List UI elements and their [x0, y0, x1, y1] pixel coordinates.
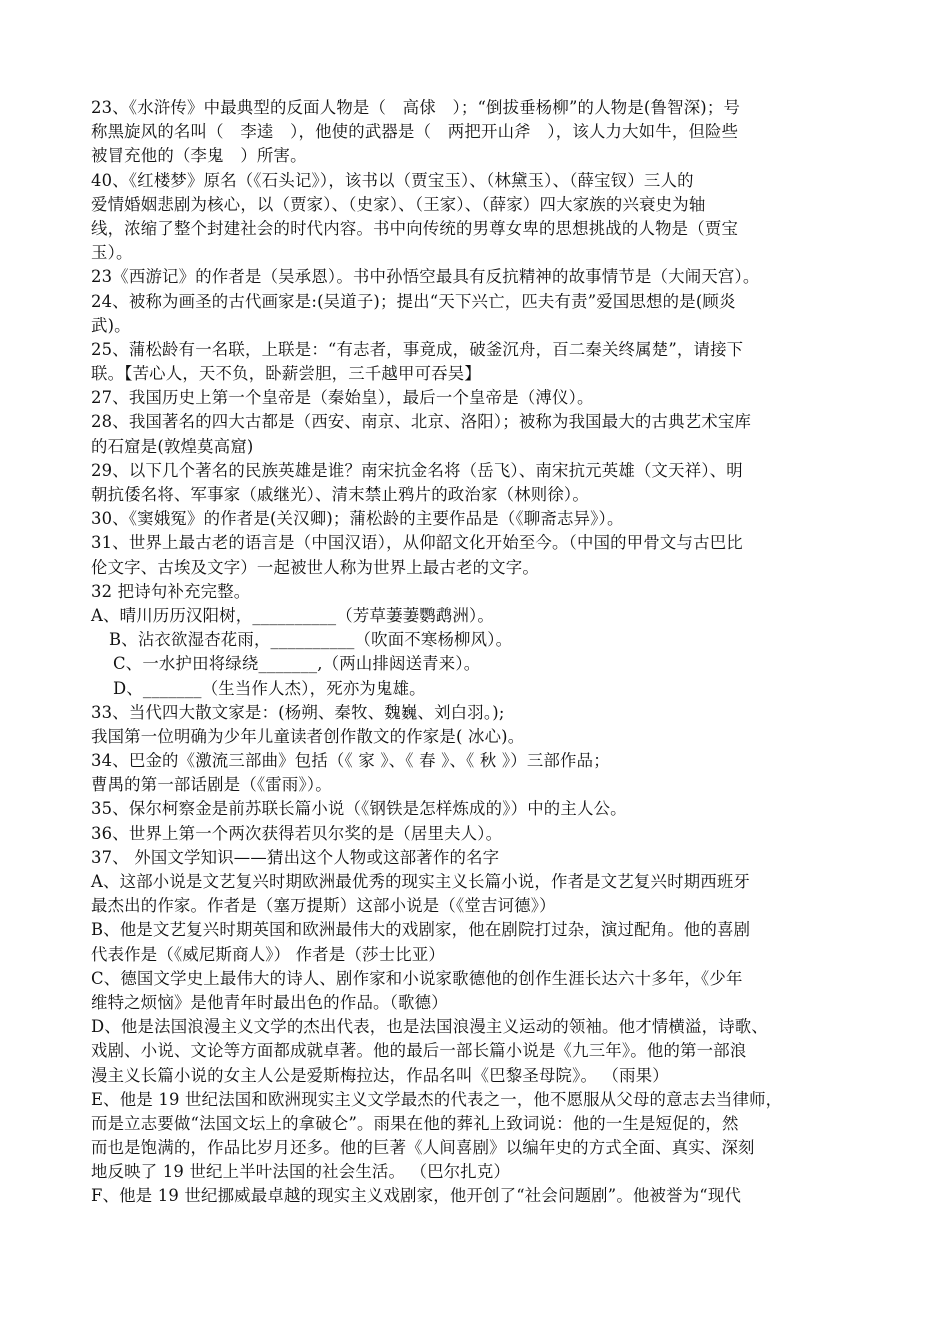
text-line: A、晴川历历汉阳树，__________（芳草萋萋鹦鹉洲）。: [91, 605, 495, 625]
text-line: 最杰出的作家。作者是（塞万提斯）这部小说是（《堂吉诃德》）: [91, 896, 556, 916]
text-line: 曹禺的第一部话剧是（《雷雨》）。: [91, 775, 332, 795]
text-line: 29、以下几个著名的民族英雄是谁？南宋抗金名将（岳飞）、南宋抗元英雄（文天祥）、明: [91, 460, 743, 480]
text-line: 戏剧、小说、文论等方面都成就卓著。他的最后一部长篇小说是《九三年》。他的第一部浪: [91, 1041, 747, 1061]
document-body: [91, 96, 871, 1209]
text-line: 23《西游记》的作者是（吴承恩）。书中孙悟空最具有反抗精神的故事情节是（大闹天宫）。: [91, 267, 760, 287]
text-line: 线，浓缩了整个封建社会的时代内容。书中向传统的男尊女卑的思想挑战的人物是（贾宝: [91, 218, 739, 238]
text-line: C、一水护田将绿绕_______,（两山排闼送青来）。: [113, 654, 481, 674]
text-line: 漫主义长篇小说的女主人公是爱斯梅拉达，作品名叫《巴黎圣母院》。 （雨果）: [91, 1065, 669, 1085]
text-line: 30、《窦娥冤》的作者是(关汉卿)；蒲松龄的主要作品是（《聊斋志异》）。: [91, 509, 624, 529]
text-line: 而也是饱满的，作品比岁月还多。他的巨著《人间喜剧》以编年史的方式全面、真实、深刻: [91, 1138, 755, 1158]
text-line: 34、巴金的《激流三部曲》包括（《 家 》、《 春 》、《 秋 》）三部作品；: [91, 751, 610, 771]
text-line: 的石窟是(敦煌莫高窟): [91, 436, 254, 456]
text-line: 23、《水浒传》中最典型的反面人物是（ 高俅 ）；“倒拔垂杨柳”的人物是(鲁智深)；号: [91, 98, 741, 117]
text-line: 被冒充他的（李鬼 ）所害。: [91, 146, 307, 166]
text-line: 玉）。: [91, 243, 133, 263]
text-line: B、他是文艺复兴时期英国和欧洲最伟大的戏剧家，他在剧院打过杂，演过配角。他的喜剧: [91, 920, 751, 940]
text-line: D、他是法国浪漫主义文学的杰出代表，也是法国浪漫主义运动的领袖。他才情横溢，诗歌、: [91, 1017, 768, 1037]
text-line: 我国第一位明确为少年儿童读者创作散文的作家是( 冰心)。: [91, 726, 525, 746]
text-line: 37、 外国文学知识——猜出这个人物或这部著作的名字: [91, 847, 500, 867]
text-line: 维特之烦恼》是他青年时最出色的作品。（歌德）: [91, 992, 448, 1012]
text-line: 36、世界上第一个两次获得若贝尔奖的是（居里夫人）。: [91, 823, 503, 843]
text-line: 40、《红楼梦》原名（《石头记》），该书以（贾宝玉）、（林黛玉）、（薛宝钗）三人的: [91, 170, 694, 190]
text-line: 28、我国著名的四大古都是（西安、南京、北京、洛阳）；被称为我国最大的古典艺术宝库: [91, 412, 752, 432]
text-line: 而是立志要做“法国文坛上的拿破仑”。雨果在他的葬礼上致词说：他的一生是短促的，然: [91, 1113, 739, 1133]
text-line: 朝抗倭名将、军事家（戚继光）、清末禁止鸦片的政治家（林则徐）。: [91, 485, 589, 504]
text-line: 32 把诗句补充完整。: [91, 581, 251, 601]
text-line: 27、我国历史上第一个皇帝是（秦始皇），最后一个皇帝是（溥仪）。: [91, 388, 594, 408]
text-line: B、沾衣欲湿杏花雨，__________（吹面不寒杨柳风）。: [109, 630, 513, 650]
text-line: 联。【苦心人，天不负，卧薪尝胆，三千越甲可吞吴】: [91, 364, 481, 384]
text-line: 33、当代四大散文家是：(杨朔、秦牧、魏巍、刘白羽。);: [91, 702, 505, 722]
text-line: F、他是 19 世纪挪威最卓越的现实主义戏剧家，他开创了“社会问题剧”。他被誉为“现代: [91, 1186, 742, 1206]
text-line: 爱情婚姻悲剧为核心，以（贾家）、（史家）、（王家）、（薛家）四大家族的兴衰史为轴: [91, 194, 706, 214]
text-line: 武)。: [91, 315, 131, 335]
text-line: 31、世界上最古老的语言是（中国汉语），从仰韶文化开始至今。（中国的甲骨文与古巴比: [91, 533, 743, 553]
text-line: 地反映了 19 世纪上半叶法国的社会生活。 （巴尔扎克）: [91, 1162, 511, 1182]
text-line: 伦文字、古埃及文字）一起被世人称为世界上最古老的文字。: [91, 557, 539, 577]
text-line: A、这部小说是文艺复兴时期欧洲最优秀的现实主义长篇小说，作者是文艺复兴时期西班牙: [91, 872, 751, 891]
text-line: C、德国文学史上最伟大的诗人、剧作家和小说家歌德他的创作生涯长达六十多年，《少年: [91, 968, 743, 988]
text-line: 代表作是（《威尼斯商人》） 作者是（莎士比亚）: [91, 944, 446, 964]
text-line: 称黑旋风的名叫（ 李逵 ），他使的武器是（ 两把开山斧 ），该人力大如牛，但险些: [91, 122, 739, 142]
text-line: E、他是 19 世纪法国和欧洲现实主义文学最杰的代表之一，他不愿服从父母的意志去当律师，: [91, 1089, 783, 1109]
text-line: D、_______（生当作人杰），死亦为鬼雄。: [113, 678, 426, 698]
text-line: 24、被称为画圣的古代画家是:(吴道子)；提出“天下兴亡，匹夫有责”爱国思想的是(顾炎: [91, 291, 736, 311]
text-line: 25、蒲松龄有一名联，上联是：“有志者，事竟成，破釜沉舟，百二秦关终属楚”，请接下: [91, 339, 744, 359]
text-line: 35、保尔柯察金是前苏联长篇小说（《钢铁是怎样炼成的》）中的主人公。: [91, 799, 627, 819]
